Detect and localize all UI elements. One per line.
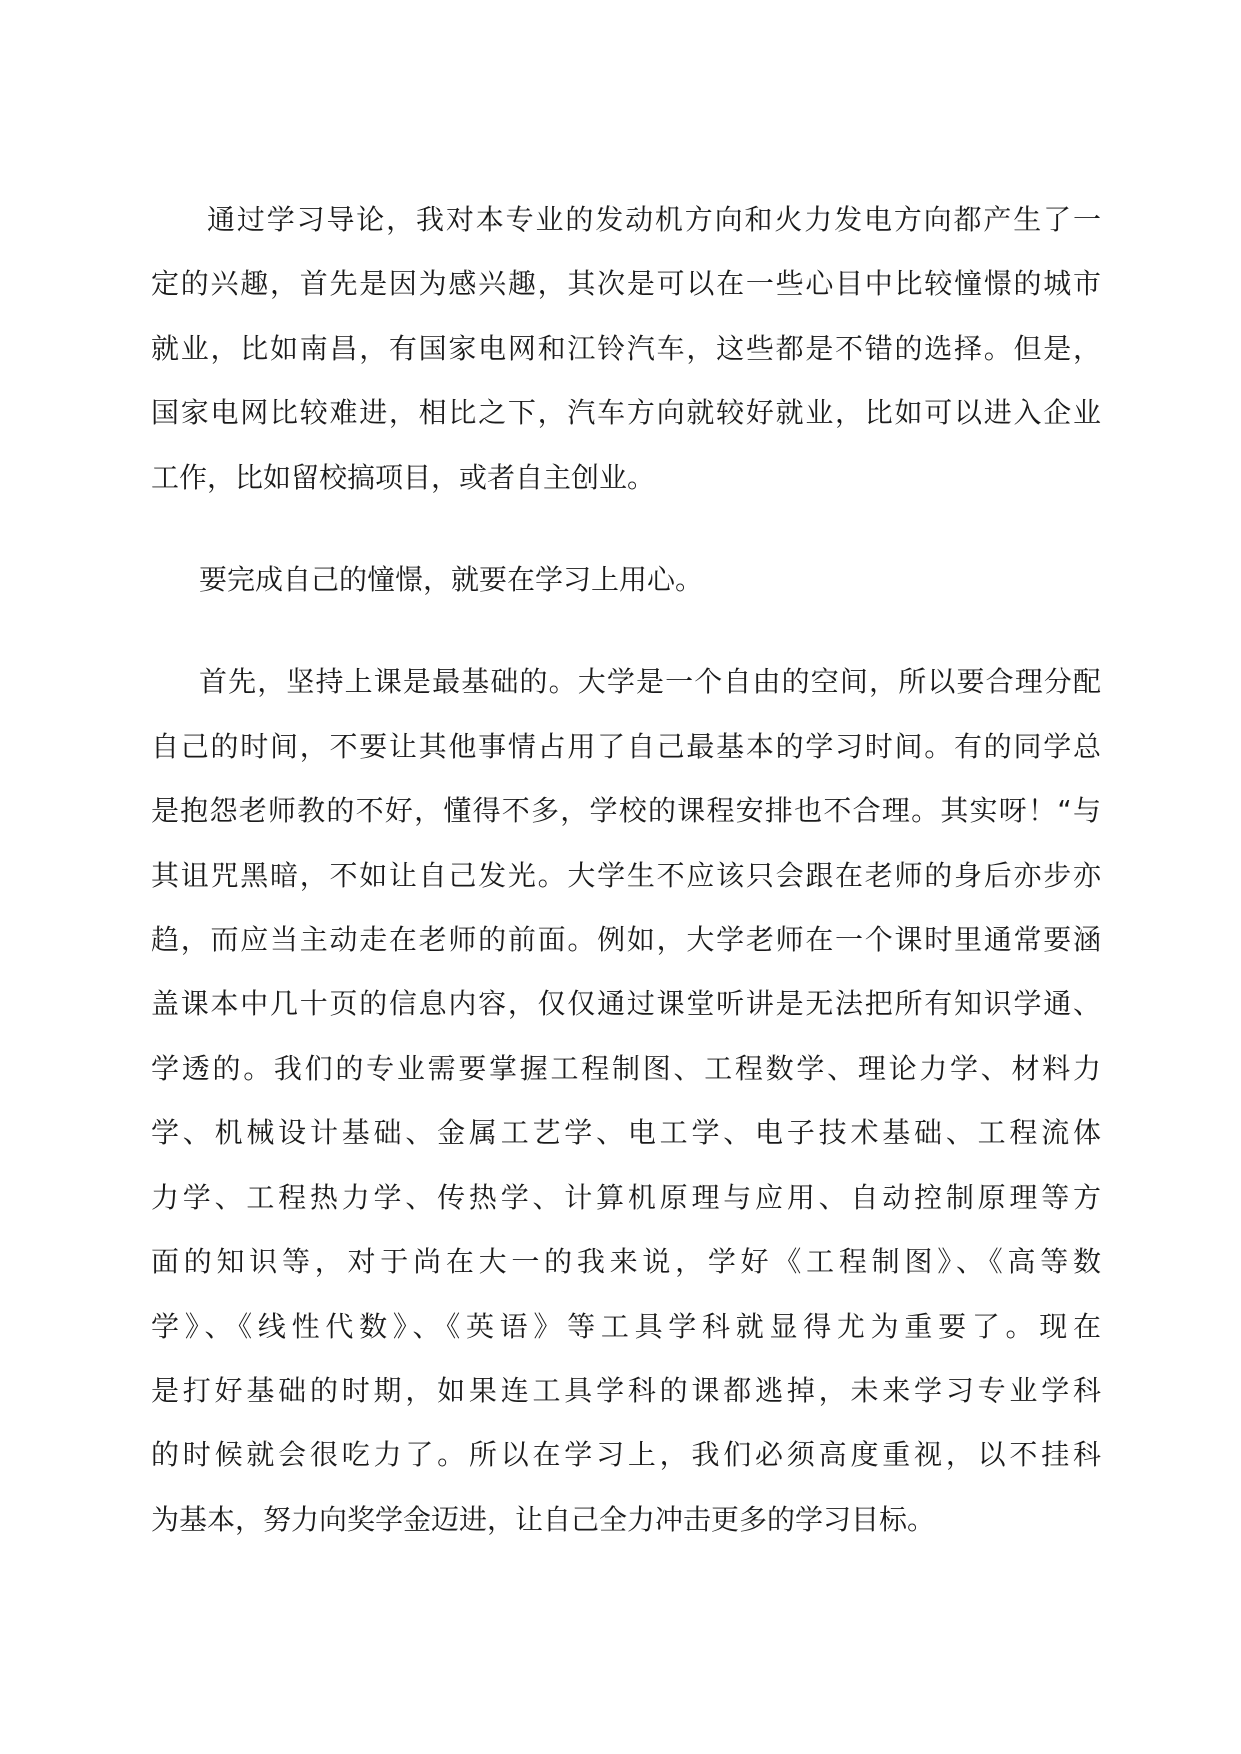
text-line: 力学、工程热力学、传热学、计算机原理与应用、自动控制原理等方: [151, 1180, 1101, 1214]
text-line: 定的兴趣，首先是因为感兴趣，其次是可以在一些心目中比较憧憬的城市: [151, 267, 1101, 301]
text-line: 学》、《线性代数》、《英语》等工具学科就显得尤为重要了。现在: [151, 1309, 1101, 1343]
text-line: 自己的时间，不要让其他事情占用了自己最基本的学习时间。有的同学总: [151, 729, 1101, 763]
text-line: 是打好基础的时期，如果连工具学科的课都逃掉，未来学习专业学科: [151, 1373, 1101, 1407]
text-line: 学、机械设计基础、金属工艺学、电工学、电子技术基础、工程流体: [151, 1116, 1101, 1150]
text-line: 要完成自己的憧憬，就要在学习上用心。: [199, 563, 704, 597]
text-line: 学透的。我们的专业需要掌握工程制图、工程数学、理论力学、材料力: [151, 1051, 1101, 1085]
text-line: 通过学习导论，我对本专业的发动机方向和火力发电方向都产生了一: [207, 203, 1101, 236]
text-line: 是抱怨老师教的不好，懂得不多，学校的课程安排也不合理。其实呀！“与: [151, 794, 1101, 828]
text-line: 首先，坚持上课是最基础的。大学是一个自由的空间，所以要合理分配: [199, 665, 1101, 699]
paragraph-3: [151, 650, 1101, 1552]
text-line: 面的知识等，对于尚在大一的我来说，学好《工程制图》、《高等数: [151, 1245, 1101, 1279]
text-line: 趋，而应当主动走在老师的前面。例如，大学老师在一个课时里通常要涵: [151, 923, 1101, 957]
text-line: 其诅咒黑暗，不如让自己发光。大学生不应该只会跟在老师的身后亦步亦: [151, 858, 1101, 892]
text-line: 工作，比如留校搞项目，或者自主创业。: [151, 460, 656, 494]
text-line: 为基本，努力向奖学金迈进，让自己全力冲击更多的学习目标。: [151, 1502, 936, 1536]
text-line: 国家电网比较难进，相比之下，汽车方向就较好就业，比如可以进入企业: [151, 396, 1101, 430]
paragraph-2: [151, 548, 1101, 612]
text-line: 盖课本中几十页的信息内容，仅仅通过课堂听讲是无法把所有知识学通、: [151, 987, 1101, 1021]
document-body: [151, 188, 1101, 1552]
text-line: 的时候就会很吃力了。所以在学习上，我们必须高度重视，以不挂科: [151, 1438, 1101, 1472]
text-line: 就业，比如南昌，有国家电网和江铃汽车，这些都是不错的选择。但是，: [151, 331, 1101, 365]
paragraph-1: [151, 188, 1101, 510]
